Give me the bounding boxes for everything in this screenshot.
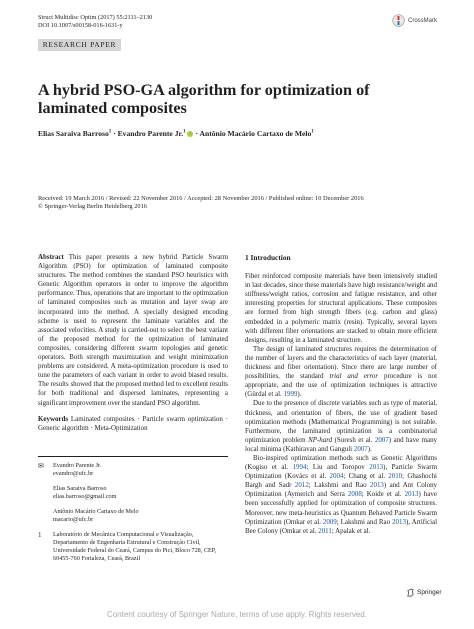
affiliation-marker: 1 xyxy=(311,129,314,135)
author-name[interactable]: Antônio Macário Cartaxo de Melo xyxy=(199,129,312,138)
intro-paragraph-3: Due to the presence of discrete variables such as type of material, thickness, and orientation of fibers, the use of gradient based optimization methods (Mathematical Programming) is not suitable. Furthermore, the laminated optimization is a combinatorial optimization problem NP-hard (Suresh et al. 2007) and have many local minima (Kathiravan and Ganguli 2007). xyxy=(245,399,438,453)
crossmark-icon xyxy=(392,14,405,27)
affiliation-marker: 1 xyxy=(108,129,112,135)
contact-name: Elias Saraiva Barroso xyxy=(53,485,107,492)
article-type-banner: RESEARCH PAPER xyxy=(38,39,121,51)
citation-link[interactable]: 2013 xyxy=(404,490,419,499)
contact-entry xyxy=(38,485,228,501)
affiliation-marker: 1 xyxy=(183,129,186,135)
author-name[interactable]: Evandro Parente Jr. xyxy=(117,129,184,138)
right-column xyxy=(245,253,437,536)
contact-block xyxy=(38,462,228,563)
orcid-icon[interactable] xyxy=(187,131,193,137)
envelope-icon: ✉ xyxy=(38,462,44,470)
intro-paragraph-4: Bio-inspired optimization methods such as Genetic Algorithms (Kogiso et al. 1994; Liu and Toropov 2013), Particle Swarm Optimization (Kovács et al. 2004; Chang et al. 2010; Ghashochi Bargh and Sadr 2012; Lakshmi and Rao 2013) and Ant Colony Optimization (Aymerich and Serra 2008; Koide et al. 2013) have been successfully applied for optimization of composite structures. Moreover, new meta-heuristics as Quantum Behaved Particle Swarm Optimization (Omkar et al. 2009; Lakshmi and Rao 2013), Artificial Bee Colony (Omkar et al. 2011; Apalak et al. xyxy=(245,453,438,535)
contact-email[interactable]: evandro@ufc.br xyxy=(53,470,94,477)
copyright-line: © Springer-Verlag Berlin Heidelberg 2016 xyxy=(38,203,147,210)
contact-name: Antônio Macário Cartaxo de Melo xyxy=(53,508,139,515)
crossmark-badge[interactable] xyxy=(392,14,437,27)
contact-entry xyxy=(38,462,228,478)
citation-link[interactable]: 2010 xyxy=(388,472,403,481)
citation-link[interactable]: 1999 xyxy=(283,390,298,399)
citation-link[interactable]: 2007 xyxy=(353,444,368,453)
left-column xyxy=(38,253,228,433)
footnote-divider xyxy=(38,456,228,457)
citation-link[interactable]: 2009 xyxy=(322,517,337,526)
publisher-name: Springer xyxy=(417,589,442,596)
author-separator: · xyxy=(111,129,118,138)
history-dates: Received: 19 March 2016 / Revised: 22 November 2016 / Accepted: 28 November 2016 / Published online: 10 December 2016 xyxy=(38,195,364,202)
citation-link[interactable]: 2013 xyxy=(392,517,406,526)
contact-entry xyxy=(38,508,228,524)
abstract xyxy=(38,253,228,408)
citation-link[interactable]: 2013 xyxy=(369,463,384,472)
citation-link[interactable]: 2004 xyxy=(329,472,344,481)
abstract-label: Abstract xyxy=(38,253,64,261)
contact-email[interactable]: macario@ufc.br xyxy=(53,516,94,523)
citation-link[interactable]: 2013 xyxy=(370,481,384,490)
intro-paragraph-1: Fiber reinforced composite materials have been intensively studied in last decades, since these materials have high resistance/weight and stiffness/weight ratios, corrosion and fatigue resistance, and other interesting properties for structural applications. These composites are formed from high strength fibers (e.g. carbon and glass) embedded in a polymeric matrix (resin). Typically, several layers with different fiber orientations are stacked to obtain more efficient designs, resulting in a laminated structure. xyxy=(245,272,437,344)
affiliation-number: 1 xyxy=(38,531,42,539)
doi-line[interactable]: DOI 10.1007/s00158-016-1631-y xyxy=(38,22,123,29)
contact-email[interactable]: elias.barroso@gmail.com xyxy=(53,493,117,500)
affiliation-text: Laboratório de Mecânica Computacional e Visualização, Departamento de Engenharia Estrutural e Construção Civil, Universidade Federal do Ceará, Campus do Pici, Bloco 728, CEP, 60455-760 Fortaleza, Ceará, Brazil xyxy=(53,531,217,562)
section-heading: 1 Introduction xyxy=(245,253,291,262)
citation-link[interactable]: 2008 xyxy=(347,490,362,499)
author-name[interactable]: Elias Saraiva Barroso xyxy=(38,129,109,138)
citation-link[interactable]: 2011 xyxy=(318,526,332,535)
author-separator: · xyxy=(193,129,200,138)
citation-link[interactable]: 2007 xyxy=(374,435,389,444)
paper-title: A hybrid PSO-GA algorithm for optimization of laminated composites xyxy=(38,81,370,117)
publisher-logo xyxy=(406,588,442,597)
keywords-text: Laminated composites · Particle swarm optimization · Generic algorithm · Meta-Optimization xyxy=(38,414,228,432)
springer-horse-icon xyxy=(406,588,415,597)
contact-name: Evandro Parente Jr. xyxy=(53,462,102,469)
intro-paragraph-2: The design of laminated structures requires the determination of the number of layers and the characteristics of each layer (material, thickness and fiber orientation). Since there are large number of possibilities, the standard trial and error procedure is not appropriate, and the use of optimization techniques is attractive (Gürdal et al. 1999). xyxy=(245,344,437,399)
courtesy-footer: Content courtesy of Springer Nature, terms of use apply. Rights reserved. xyxy=(107,610,367,619)
keywords-label: Keywords xyxy=(38,414,69,423)
keywords xyxy=(38,415,228,433)
citation-link[interactable]: 1994 xyxy=(292,463,307,472)
citation-link[interactable]: 2012 xyxy=(294,481,309,490)
publication-dates xyxy=(38,195,438,211)
author-list xyxy=(38,129,458,138)
affiliation-entry xyxy=(38,531,228,563)
crossmark-label: CrossMark xyxy=(408,17,438,24)
abstract-text: This paper presents a new hybrid Particle Swarm Algorithm (PSO) for optimization of laminated composite structures. The method combines the standard PSO heuristics with Genetic Algorithm operators in order to improve the algorithm performance. Thus, operations that are important to the optimization of laminated composites such as mutation and layer swap are incorporated into the method. A specially designed encoding scheme is used to represent the laminate variables and the associated velocities. A study is carried-out to select the best variant of the proposed method for the optimization of laminated composites, considering different swarm topologies and genetic operators. Both strength maximization and weight minimization problems are considered. A meta-optimization procedure is used to tune the parameters of each variant in order to avoid biased results. The results showed that the proposed method led to excellent results for both traditional and dispersed laminates, representing a significant improvement over the standard PSO algorithm. xyxy=(38,253,228,407)
journal-line: Struct Multidisc Optim (2017) 55:2111–2130 xyxy=(38,14,153,21)
journal-citation xyxy=(38,14,152,30)
